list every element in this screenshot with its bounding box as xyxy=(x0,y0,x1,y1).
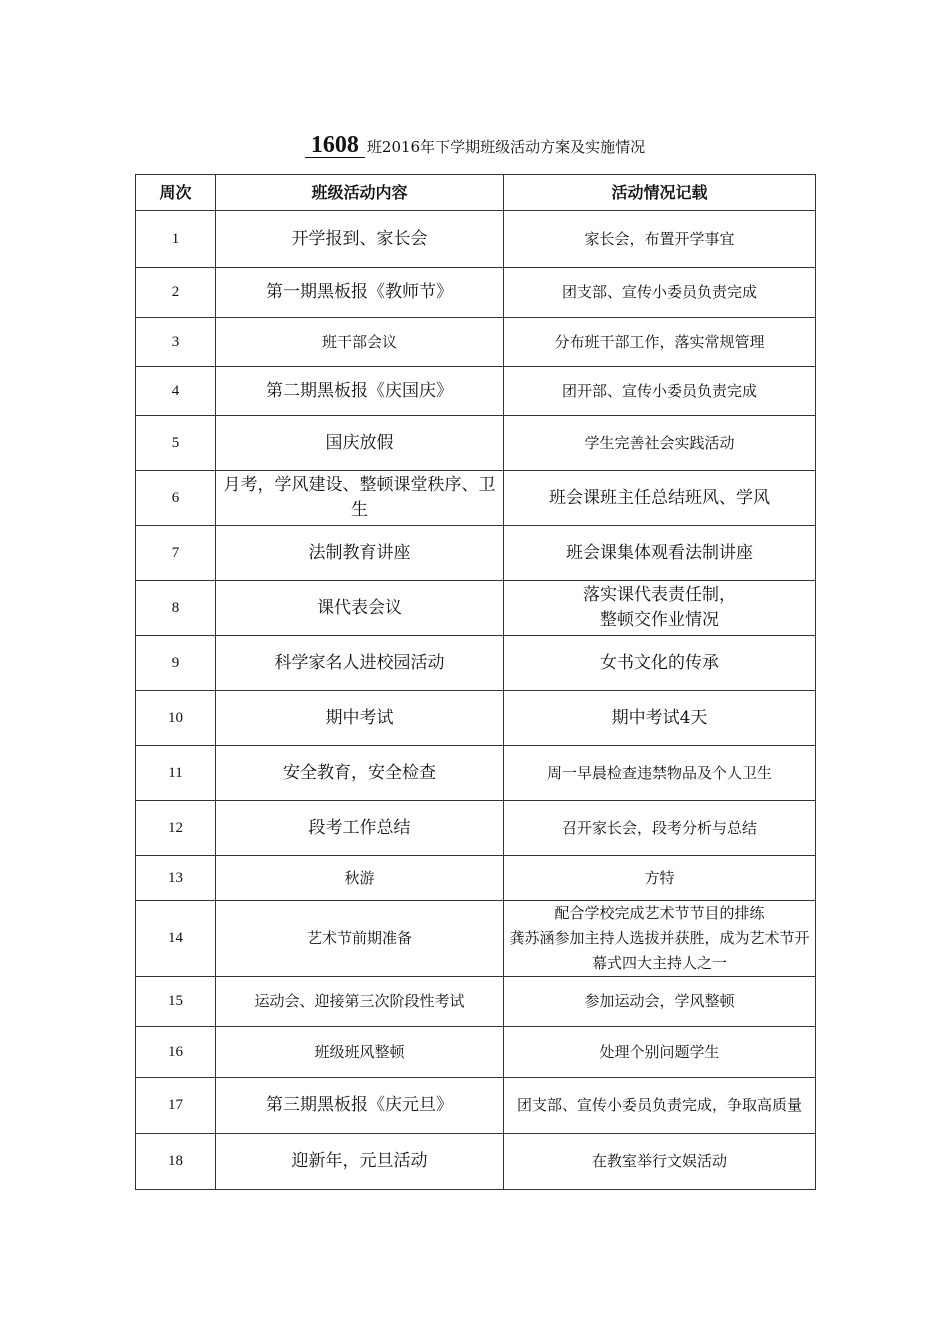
record-cell: 参加运动会，学风整顿 xyxy=(504,977,816,1027)
week-cell: 14 xyxy=(136,901,216,977)
content-cell: 迎新年，元旦活动 xyxy=(216,1134,504,1190)
record-cell: 团开部、宣传小委员负责完成 xyxy=(504,367,816,416)
record-cell: 学生完善社会实践活动 xyxy=(504,416,816,471)
record-cell: 落实课代表责任制， 整顿交作业情况 xyxy=(504,581,816,636)
table-row xyxy=(136,691,816,746)
header-content: 班级活动内容 xyxy=(216,175,504,211)
record-cell: 班会课班主任总结班风、学风 xyxy=(504,471,816,526)
week-cell: 18 xyxy=(136,1134,216,1190)
content-cell: 期中考试 xyxy=(216,691,504,746)
record-cell: 团支部、宣传小委员负责完成 xyxy=(504,268,816,318)
content-cell: 段考工作总结 xyxy=(216,801,504,856)
record-cell: 分布班干部工作，落实常规管理 xyxy=(504,318,816,367)
record-cell: 配合学校完成艺术节节目的排练 龚苏涵参加主持人选拔并获胜，成为艺术节开幕式四大主持人之一 xyxy=(504,901,816,977)
content-cell: 课代表会议 xyxy=(216,581,504,636)
table-row xyxy=(136,1078,816,1134)
record-cell: 班会课集体观看法制讲座 xyxy=(504,526,816,581)
week-cell: 6 xyxy=(136,471,216,526)
week-cell: 16 xyxy=(136,1027,216,1078)
week-cell: 17 xyxy=(136,1078,216,1134)
title-text: 班2016年下学期班级活动方案及实施情况 xyxy=(366,138,646,156)
week-cell: 3 xyxy=(136,318,216,367)
table-row xyxy=(136,416,816,471)
table-row xyxy=(136,1027,816,1078)
table-row xyxy=(136,977,816,1027)
week-cell: 1 xyxy=(136,211,216,268)
content-cell: 秋游 xyxy=(216,856,504,901)
week-cell: 13 xyxy=(136,856,216,901)
record-cell: 家长会，布置开学事宜 xyxy=(504,211,816,268)
table-row xyxy=(136,856,816,901)
content-cell: 第三期黑板报《庆元旦》 xyxy=(216,1078,504,1134)
week-cell: 2 xyxy=(136,268,216,318)
week-cell: 15 xyxy=(136,977,216,1027)
content-cell: 第二期黑板报《庆国庆》 xyxy=(216,367,504,416)
record-cell: 周一早晨检查违禁物品及个人卫生 xyxy=(504,746,816,801)
table-row xyxy=(136,526,816,581)
record-cell: 召开家长会，段考分析与总结 xyxy=(504,801,816,856)
table-row xyxy=(136,1134,816,1190)
table-row xyxy=(136,318,816,367)
table-row xyxy=(136,268,816,318)
record-cell: 女书文化的传承 xyxy=(504,636,816,691)
week-cell: 10 xyxy=(136,691,216,746)
week-cell: 7 xyxy=(136,526,216,581)
record-cell: 方特 xyxy=(504,856,816,901)
content-cell: 第一期黑板报《教师节》 xyxy=(216,268,504,318)
content-cell: 科学家名人进校园活动 xyxy=(216,636,504,691)
week-cell: 9 xyxy=(136,636,216,691)
week-cell: 12 xyxy=(136,801,216,856)
record-cell: 期中考试4天 xyxy=(504,691,816,746)
table-row xyxy=(136,471,816,526)
header-week: 周次 xyxy=(136,175,216,211)
content-cell: 艺术节前期准备 xyxy=(216,901,504,977)
class-number: 1608 xyxy=(304,132,365,158)
week-cell: 8 xyxy=(136,581,216,636)
content-cell: 国庆放假 xyxy=(216,416,504,471)
content-cell: 月考，学风建设、整顿课堂秩序、卫生 xyxy=(216,471,504,526)
record-cell: 在教室举行文娱活动 xyxy=(504,1134,816,1190)
table-row xyxy=(136,211,816,268)
week-cell: 5 xyxy=(136,416,216,471)
table-row xyxy=(136,801,816,856)
record-cell: 处理个别问题学生 xyxy=(504,1027,816,1078)
activity-table xyxy=(135,174,816,1190)
content-cell: 运动会、迎接第三次阶段性考试 xyxy=(216,977,504,1027)
table-row xyxy=(136,581,816,636)
table-row xyxy=(136,746,816,801)
table-header-row xyxy=(136,175,816,211)
content-cell: 法制教育讲座 xyxy=(216,526,504,581)
content-cell: 班级班风整顿 xyxy=(216,1027,504,1078)
week-cell: 4 xyxy=(136,367,216,416)
record-cell: 团支部、宣传小委员负责完成，争取高质量 xyxy=(504,1078,816,1134)
content-cell: 开学报到、家长会 xyxy=(216,211,504,268)
page-title xyxy=(0,132,950,166)
table-row xyxy=(136,901,816,977)
week-cell: 11 xyxy=(136,746,216,801)
content-cell: 班干部会议 xyxy=(216,318,504,367)
content-cell: 安全教育，安全检查 xyxy=(216,746,504,801)
table-row xyxy=(136,367,816,416)
header-record: 活动情况记载 xyxy=(504,175,816,211)
table-row xyxy=(136,636,816,691)
